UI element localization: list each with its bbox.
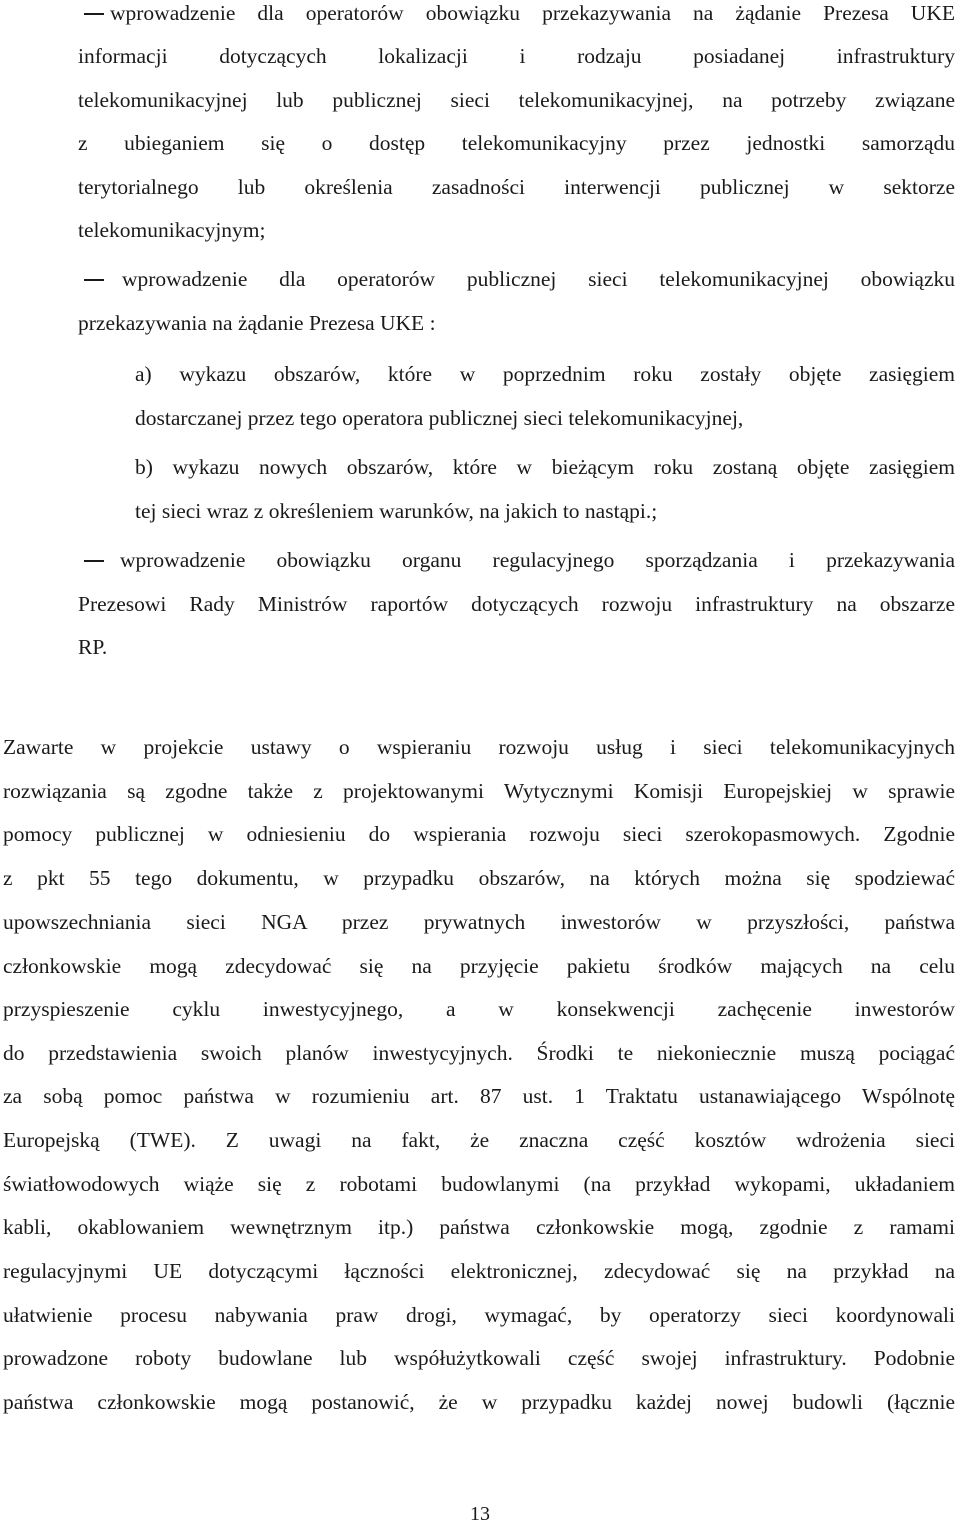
bullet-3-line-3: RP. [78,635,108,659]
sub-item-b-line-1: b) wykazu nowych obszarów, które w bieżącym roku zostaną objęte zasięgiem [135,455,955,479]
paragraph-line-15: prowadzone roboty budowlane lub współużytkowali część swojej infrastruktury. Podobnie [3,1346,955,1370]
bullet-3-line-2: Prezesowi Rady Ministrów raportów dotyczących rozwoju infrastruktury na obszarze [78,592,955,616]
sub-item-b-line-2: tej sieci wraz z określeniem warunków, na jakich to nastąpi.; [135,499,658,523]
paragraph-line-6: członkowskie mogą zdecydować się na przyjęcie pakietu środków mających na celu [3,954,955,978]
paragraph-line-8: do przedstawienia swoich planów inwestycyjnych. Środki te niekoniecznie muszą pociągać [3,1041,955,1065]
paragraph-line-10: Europejską (TWE). Z uwagi na fakt, że znaczna część kosztów wdrożenia sieci [3,1128,955,1152]
paragraph-line-11: światłowodowych wiąże się z robotami budowlanymi (na przykład wykopami, układaniem [3,1172,955,1196]
bullet-1-line-4: z ubieganiem się o dostęp telekomunikacyjny przez jednostki samorządu [78,131,955,155]
paragraph-line-3: pomocy publicznej w odniesieniu do wspierania rozwoju sieci szerokopasmowych. Zgodnie [3,822,955,846]
dash-bullet-1 [84,13,104,15]
dash-bullet-2 [84,279,104,281]
bullet-2-line-1: wprowadzenie dla operatorów publicznej sieci telekomunikacyjnej obowiązku [122,267,955,291]
sub-item-a-line-1: a) wykazu obszarów, które w poprzednim roku zostały objęte zasięgiem [135,362,955,386]
paragraph-line-5: upowszechniania sieci NGA przez prywatnych inwestorów w przyszłości, państwa [3,910,955,934]
bullet-1-line-2: informacji dotyczących lokalizacji i rodzaju posiadanej infrastruktury [78,44,955,68]
paragraph-line-4: z pkt 55 tego dokumentu, w przypadku obszarów, na których można się spodziewać [3,866,955,890]
dash-bullet-3 [84,560,104,562]
paragraph-line-9: za sobą pomoc państwa w rozumieniu art. 87 ust. 1 Traktatu ustanawiającego Wspólnotę [3,1084,955,1108]
bullet-3-line-1: wprowadzenie obowiązku organu regulacyjnego sporządzania i przekazywania [120,548,955,572]
paragraph-line-2: rozwiązania są zgodne także z projektowanymi Wytycznymi Komisji Europejskiej w sprawie [3,779,955,803]
bullet-1-line-3: telekomunikacyjnej lub publicznej sieci telekomunikacyjnej, na potrzeby związane [78,88,955,112]
paragraph-line-16: państwa członkowskie mogą postanowić, że w przypadku każdej nowej budowli (łącznie [3,1390,955,1414]
paragraph-line-7: przyspieszenie cyklu inwestycyjnego, a w konsekwencji zachęcenie inwestorów [3,997,955,1021]
bullet-1-line-5: terytorialnego lub określenia zasadności interwencji publicznej w sektorze [78,175,955,199]
page-number: 13 [470,1503,490,1525]
bullet-1-line-1: wprowadzenie dla operatorów obowiązku przekazywania na żądanie Prezesa UKE [110,1,955,25]
sub-item-a-line-2: dostarczanej przez tego operatora publicznej sieci telekomunikacyjnej, [135,406,744,430]
paragraph-line-13: regulacyjnymi UE dotyczącymi łączności elektronicznej, zdecydować się na przykład na [3,1259,955,1283]
paragraph-line-12: kabli, okablowaniem wewnętrznym itp.) państwa członkowskie mogą, zgodnie z ramami [3,1215,955,1239]
bullet-1-line-6: telekomunikacyjnym; [78,218,266,242]
paragraph-line-1: Zawarte w projekcie ustawy o wspieraniu rozwoju usług i sieci telekomunikacyjnych [3,735,955,759]
bullet-2-line-2: przekazywania na żądanie Prezesa UKE : [78,311,436,335]
paragraph-line-14: ułatwienie procesu nabywania praw drogi, wymagać, by operatorzy sieci koordynowali [3,1303,955,1327]
